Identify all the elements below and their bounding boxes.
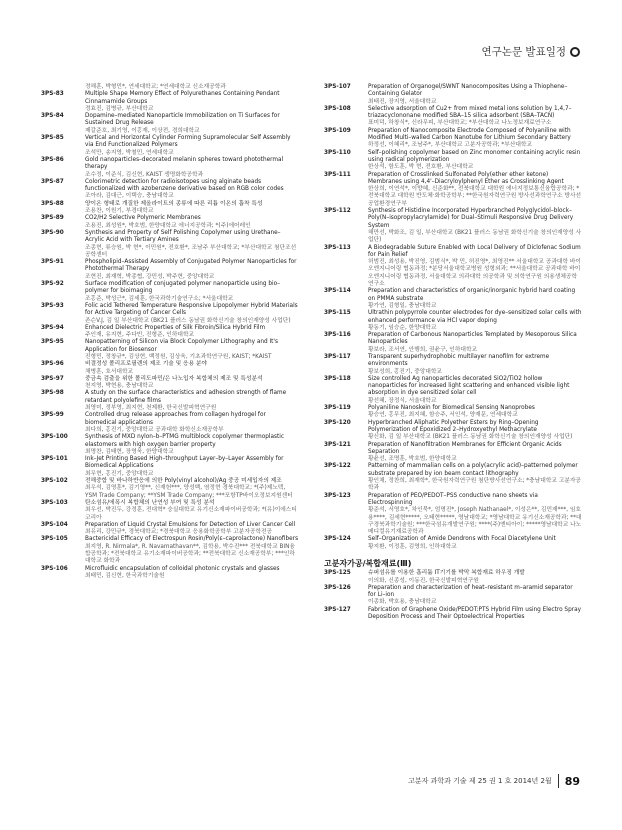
entry-body — [85, 325, 299, 340]
entry-number: 3PS-86 — [41, 156, 64, 163]
entry-body — [85, 259, 299, 281]
entry-title: Nanopatterning of Silicon via Block Copolymer Lithography and It's Application for Biosensor — [85, 339, 279, 353]
program-entry — [41, 376, 299, 391]
entry-authors: 황신화, 김 일 부산대학교 (BK21 플러스 동남권 화학신기술 창의인재양성 사업단) — [368, 434, 573, 441]
entry-authors: 최태민, 김신현, 한국과학기술원 — [85, 572, 165, 579]
entry-authors: 최다희, 홍진기, 중앙대학교 공과대학 화학신소재공학부 — [85, 426, 224, 433]
program-entry — [324, 208, 582, 244]
entry-body — [85, 566, 299, 581]
entry-body — [85, 201, 299, 216]
entry-number: 3PS-116 — [324, 332, 351, 339]
entry-authors: 천지영, 박현용, 충남대학교 — [85, 383, 154, 390]
entry-title: Preparation of Nanofiltration Membranes for Efficient Organic Acids Separation — [368, 441, 562, 455]
entry-number: 3PS-122 — [324, 463, 351, 470]
entry-title: Gold nanoparticles–decorated melanin spheres toward photothermal therapy — [85, 156, 284, 171]
entry-authors: 조아라, 김대근, 이택승, 충남대학교 — [85, 193, 174, 200]
program-entry — [324, 128, 582, 150]
entry-body — [85, 522, 299, 537]
entry-number: 3PS-118 — [324, 375, 351, 382]
entry-title: Self–polishing copolymer based on Zinc monomer containing acrylic resin using radical polymerization — [368, 149, 581, 163]
section-title: 고분자가공/복합재료(Ⅲ) — [324, 559, 412, 568]
entry-number: 3PS-102 — [41, 478, 68, 485]
entry-authors: 황가연, 김형일, 충남대학교 — [368, 302, 437, 309]
entry-number: 3PS-124 — [324, 536, 351, 543]
entry-body — [85, 179, 299, 201]
entry-body — [368, 442, 582, 464]
program-entry — [324, 463, 582, 492]
program-entry — [41, 91, 299, 113]
entry-authors: 한상석, 함도훈, 박 현, 전호환, 부산대학교 — [368, 164, 474, 171]
program-entry — [41, 522, 299, 537]
entry-number: 3PS-114 — [324, 288, 351, 295]
entry-number: 3PS-84 — [41, 113, 64, 120]
entry-number: 3PS-100 — [41, 434, 68, 441]
entry-title: Preparation of Carbonous Nanoparticles Templated by Mesoporous Silica Nanoparticles — [368, 332, 577, 346]
program-entry — [41, 201, 299, 216]
entry-title: Microfluidic encapsulation of colloidal photonic crystals and glasses — [85, 565, 280, 572]
entry-title: Bactericidal Efficacy of Electrospun Rosin/Poly(ε–caprolactone) Nanofibers — [85, 536, 299, 543]
entry-body — [85, 157, 299, 179]
entry-body — [85, 434, 299, 456]
entry-title: Fabrication of Graphene Oxide/PEDOT:PTS Hybrid Film using Electro Spray Deposition Process and Their Optoelectrical Properties — [368, 606, 582, 621]
entry-number: 3PS-121 — [324, 441, 351, 448]
entry-authors: 황승연, 홍무진, 최지혜, 함승주, 서인석, 양재문, 연세대학교 — [368, 412, 518, 419]
entry-body — [85, 412, 299, 434]
journal-info: 고분자 과학과 기술 제 25 권 1 호 2014년 2월 — [408, 777, 552, 785]
entry-authors: 최유리, 강민규*, 경북대학교; *경북대학교 응용화학공학부 고분자공학전공 — [85, 529, 273, 536]
entry-number: 3PS-98 — [41, 390, 64, 397]
entry-body — [368, 310, 582, 332]
entry-number: 3PS-125 — [324, 570, 351, 577]
entry-authors: 이의화, 신종성, 이동진, 한국신발피혁연구원 — [368, 577, 479, 584]
program-entry — [324, 245, 582, 289]
entry-body — [368, 607, 582, 622]
entry-number: 3PS-95 — [41, 339, 64, 346]
page-footer — [408, 774, 580, 788]
entry-body — [368, 405, 582, 420]
program-entry — [324, 84, 582, 106]
entry-authors: 황동기, 임승순, 한양대학교 — [368, 324, 437, 331]
entry-number: 3PS-110 — [324, 149, 351, 156]
entry-body — [85, 390, 299, 412]
entry-body — [368, 536, 582, 551]
program-entry — [324, 288, 582, 310]
entry-authors: 최우선, 박진두, 강정훈, 전대혁* 숭실대학교 유기신소재파이버공학과; *(유)이에스티코리아 — [85, 507, 297, 521]
entry-title: 양이온 형태로 개질한 제올라이트의 종류에 따른 리튬 이온의 흡착 특성 — [85, 200, 263, 207]
entry-number: 3PS-88 — [41, 200, 64, 207]
program-entry — [41, 412, 299, 434]
entry-number: 3PS-101 — [41, 456, 68, 463]
entry-number: 3PS-94 — [41, 324, 64, 331]
entry-body — [368, 172, 582, 208]
entry-body — [85, 303, 299, 325]
entry-body — [85, 84, 299, 91]
entry-title: Controlled drug release approaches from collagen hydrogel for biomedical applications — [85, 412, 266, 426]
entry-number: 3PS-123 — [324, 492, 351, 499]
entry-number: 3PS-90 — [41, 229, 64, 236]
entry-title: Transparent superhydrophobic multilayer nanofilm for extreme environments — [368, 353, 550, 368]
entry-authors: 조종현, 류승원, 박 현*, 이민원*, 전호환*, 조남주 부산대학교; *부산대학교 첨단조선공학센터 — [85, 244, 297, 258]
entry-title: 슈퍼섬유를 이용한 흡리튬 IT기기를 박막 복합재료 하우징 개발 — [368, 570, 525, 577]
entry-title: Colorimetric detection for radioisotopes using alginate beads functionalized with azobenzene derivative based on RGB color codes — [85, 178, 284, 193]
entry-number: 3PS-93 — [41, 302, 64, 309]
program-entry — [41, 215, 299, 230]
program-entry — [324, 607, 582, 622]
entry-authors: 허범진, 최성용, 박진영, 김범식*, 박 민, 허진영*, 최영진** 서울대학교 공과대학 바이오엔지니어링 협동과정; *분당서울대학교병원 성형외과; **서울대학교 공과대학 바이오엔지니어링 협동과정, 서울대학교 의과대학 의공학과 및 의학연구원 의용생체공학연구소 — [368, 259, 581, 288]
entry-body — [85, 113, 299, 135]
entry-body — [368, 106, 582, 128]
entry-number: 3PS-109 — [324, 127, 351, 134]
program-entry — [324, 585, 582, 607]
entry-authors: 조수정, 이준식, 김신현, KAIST 생명화학공학과 — [85, 171, 204, 178]
entry-number: 3PS-127 — [324, 606, 351, 613]
program-entry — [41, 259, 299, 281]
program-entry — [41, 566, 299, 581]
entry-body — [368, 128, 582, 150]
entry-number: 3PS-96 — [41, 361, 64, 368]
entry-title: 전해중합 및 바나하반응에 의한 Poly(vinyl alcohol)/Ag 중공 미세입자의 제조 — [85, 478, 282, 485]
entry-title: CO2/H2 Selective Polymeric Membranes — [85, 215, 201, 222]
entry-authors: 최지영, R. Nirmala*, R. Navamathavan**, 김학용, 박수진*** 전북대학교 BIN융합공학과; *전북대학교 유기소재파이버공학과; **전북대학교 신소재공학부; ***인하대학교 화학과 — [85, 543, 295, 565]
entry-authors: 주인재, 유지현, 주다빈, 진형준, 인하대학교 — [85, 332, 195, 339]
entry-body — [368, 208, 582, 244]
entry-authors: 정해훈, 박형민*, 연세대학교; *연세대학교 신소재공학과 — [85, 84, 226, 90]
entry-title: Preparation of PEO/PEDOT–PSS conductive nano sheets via Electrospinning — [368, 492, 538, 506]
entry-authors: 최태진, 장지영, 서울대학교 — [368, 98, 437, 105]
entry-number: 3PS-99 — [41, 412, 64, 419]
entry-number: 3PS-108 — [324, 105, 351, 112]
entry-title: Size controlled Ag nanoparticles decorated SiO2/TiO2 hollow nanoparticles for increased light scattering and enhanced visible light absorption in dye sensitized solar cell — [368, 375, 570, 397]
program-entry — [324, 442, 582, 464]
entry-body — [368, 570, 582, 585]
entry-authors: 제갈준호, 최기영, 이홍재, 이상전, 경희대학교 — [85, 127, 200, 134]
entry-authors: 조홍준, 박성근*, 김세훈, 한국과학기술연구소; *서울대학교 — [85, 295, 234, 302]
program-entry — [41, 339, 299, 361]
entry-body — [85, 500, 299, 522]
entry-body — [368, 420, 582, 442]
entry-title: A study on the surface characteristics and adhesion strength of flame retardant polyolefine films — [85, 390, 287, 404]
program-entry — [324, 172, 582, 208]
entry-body — [368, 354, 582, 376]
entry-number: 3PS-91 — [41, 259, 64, 266]
entry-body — [85, 339, 299, 361]
entry-title: Ultrathin polypyrrole counter electrodes for dye–sensitized solar cells with enhanced performance via HCl vapor doping — [368, 310, 582, 324]
entry-authors: 정효진, 김병규, 부산대학교 — [85, 105, 154, 112]
entry-number: 3PS-120 — [324, 419, 351, 426]
program-entry — [324, 405, 582, 420]
program-entry — [324, 536, 582, 551]
program-entry — [41, 390, 299, 412]
entry-authors: 조현진, 최재혁, 박종협, 강민성, 박주현, 중앙대학교 — [85, 273, 215, 280]
entry-authors: 진형민, 정창규*, 김상현, 백정원, 김상욱, 기초과학연구원, KAIST; *KAIST — [85, 353, 272, 360]
entry-body — [85, 456, 299, 478]
entry-authors: 해만선, 박화조, 김 일, 부산대학교 (BK21 플러스 동남권 화학신기술 창의인재양성 사업단) — [368, 229, 582, 244]
circle-icon — [570, 47, 580, 57]
page-number: 89 — [564, 774, 580, 788]
entry-number: 3PS-106 — [41, 565, 68, 572]
program-entry — [41, 456, 299, 478]
right-column — [324, 84, 582, 621]
program-entry — [41, 113, 299, 135]
entry-body — [368, 585, 582, 607]
entry-title: 중금속 검출을 위한 폴리도파민/은 나노입자 복합체의 제조 및 특성분석 — [85, 375, 263, 382]
entry-body — [85, 281, 299, 303]
entry-number: 3PS-105 — [41, 536, 68, 543]
entry-number: 3PS-126 — [324, 584, 351, 591]
entry-body — [85, 376, 299, 391]
entry-title: Synthesis of Histidine Incorporated Hyperbranched Polyglycidol–block–Poly(N–isopropylacrylamide) for Dual–Stimuli Responsive Drug Delivery System — [368, 208, 574, 229]
entry-body — [368, 84, 582, 106]
entry-authors: 황윤선, 조명훈, 박호범, 한양대학교 — [368, 456, 457, 463]
program-entry — [324, 310, 582, 332]
entry-authors: 이종화, 박호용, 충남대학교 — [368, 599, 437, 606]
program-entry — [41, 303, 299, 325]
entry-authors: 채병훈, 호서대학교 — [85, 368, 134, 375]
program-entry — [324, 420, 582, 442]
entry-authors: 황지환, 이정훈, 김영희, 인하대학교 — [368, 543, 457, 550]
entry-title: Vertical and Horizontal Cylinder Forming Supramolecular Self Assembly via End Functionalized Polymers — [85, 135, 291, 149]
entry-number: 3PS-115 — [324, 310, 351, 317]
entry-authors: 조용찬, 이원기, 부경대학교 — [85, 208, 154, 215]
entry-number: 3PS-107 — [324, 84, 351, 90]
entry-title: Hyperbranched Aliphatic Polyether Esters by Ring–Opening Polymerization of Epoxidized 2–Hydroxyethyl Methacrylate — [368, 419, 539, 433]
entry-number: 3PS-97 — [41, 375, 64, 382]
entry-body — [368, 493, 582, 537]
entry-title: A Biodegradable Suture Enabled with Local Delivery of Diclofenac Sodium for Pain Relief — [368, 244, 581, 258]
entry-number: 3PS-119 — [324, 405, 351, 412]
entry-title: Selective adsorption of Cu2+ from mixed metal ions solution by 1,4,7–triazacyclononane modified SBA–15 silica adsorbent (SBA–TACN) — [368, 105, 572, 120]
entry-body — [85, 91, 299, 113]
program-entry — [324, 354, 582, 376]
entry-title: Multiple Shape Memory Effect of Polyurethanes Containing Pendant Cinnamamide Groups — [85, 91, 280, 105]
program-entry — [41, 500, 299, 522]
program-entry — [324, 106, 582, 128]
program-entry — [41, 325, 299, 340]
program-entry — [41, 434, 299, 456]
entry-title: Preparation of Nanocomposite Electrode Composed of Polyaniline with Modified Multi–walled Carbon Nanotube for Lithium Secondary Battery — [368, 127, 571, 142]
entry-body — [85, 361, 299, 376]
entry-number: 3PS-112 — [324, 208, 351, 215]
entry-body — [85, 135, 299, 157]
entry-number: 3PS-87 — [41, 178, 64, 185]
entry-authors: 최영미, 정부영, 최지현, 천제환, 한국신발피혁연구원 — [85, 405, 217, 412]
entry-body — [368, 332, 582, 354]
entry-authors: 황인채, 정찬희, 최재학*, 한국원자력연구원 첨단방사선연구소; *충남대학교 고분자공학과 — [368, 478, 581, 492]
program-entry — [324, 493, 582, 537]
entry-title: Surface modification of conjugated polymer nanoparticle using bio–polymer for bioimaging — [85, 281, 280, 295]
program-entry — [41, 536, 299, 565]
entry-authors: 존슨V.J, 김 일 부산대학교 (BK21 플러스 동남권 화학신기술 창의인재양성 사업단) — [85, 317, 291, 324]
entry-title: Patterning of mammalian cells on a poly(acrylic acid)–patterned polymer substrate prepared by ion beam contact lithography — [368, 463, 578, 477]
program-entry — [324, 332, 582, 354]
entry-authors: 황보성희, 홍진기, 중앙대학교 — [368, 368, 442, 375]
program-entry — [41, 281, 299, 303]
entry-authors: 황선혜, 장정식, 서울대학교 — [368, 397, 437, 404]
entry-title: Folic acid Tethered Temperature Responsive Lipopolymer Hybrid Materials for Active Targeting of Cancer Cells — [85, 302, 298, 317]
entry-number: 3PS-111 — [324, 171, 351, 178]
program-entry — [41, 135, 299, 157]
entry-body — [368, 463, 582, 492]
entry-title: Synthesis and Property of Self Polishing Copolymer using Urethane–Acrylic Acid with Tertiary Amines — [85, 229, 281, 244]
entry-title: Enhanced Dielectric Properties of Silk Fibroin/Silica Hybrid Film — [85, 324, 266, 331]
entry-number: 3PS-104 — [41, 521, 68, 528]
entry-title: Ink–Jet Printing Based High–throughput Layer–by–Layer Assembly for Biomedical Applications — [85, 456, 284, 470]
entry-number: 3PS-92 — [41, 281, 64, 288]
entry-body — [85, 536, 299, 565]
entry-title: Self–Organization of Amide Dendrons with Focal Diacetylene Unit — [368, 536, 556, 543]
entry-number — [41, 84, 85, 91]
entry-authors: 황준석, 서영호*, 차인묵*, 엄명진*, Joseph Nathanael*, 이성은**, 김민재***, 임호용****, 김세현*****, 오태현*****, 영남대학교; *영남대학교 유기신소재공학과; **대구경북과학기술원; ***한국섬유개발연구원; ****(주)엔티아이; *****영남대학교 나노메디컬유기재료공학과 — [368, 507, 582, 536]
page-header — [482, 44, 580, 59]
entry-number: 3PS-117 — [324, 353, 351, 360]
entry-title: Preparation of Liquid Crystal Emulsions for Detection of Liver Cancer Cell — [85, 521, 296, 528]
footer-divider — [558, 774, 559, 788]
program-entry — [324, 376, 582, 405]
entry-authors: 한상희, 이연석*, 이향혜, 신준화**, 전북대학교 대학원 에너지정보통신융합공학과; *전북대학교 대학원 반도체·화학공학부; **한국원자력연구원 방사선과학연구소 방사선공업환경연구부 — [368, 186, 582, 207]
entry-number: 3PS-103 — [41, 499, 68, 506]
program-entry — [41, 478, 299, 500]
program-entry — [41, 179, 299, 201]
entry-number: 3PS-83 — [41, 91, 64, 98]
entry-title: 비결정성 폴리프로필렌의 제조 기술 및 응용 분야 — [85, 361, 208, 368]
entry-authors: 최명찬, 김태현, 장영욱, 한양대학교 — [85, 448, 174, 455]
left-column — [41, 84, 299, 580]
header-title: 연구논문 발표일정 — [481, 46, 566, 58]
entry-body — [85, 230, 299, 259]
entry-authors: 황보라, 조서연, 안행희, 권윤구, 인하대학교 — [368, 346, 478, 353]
entry-title: Preparation of Crosslinked Sulfonated Poly(ether ether ketone) Membranes using 4,4'–Diacryloylphenyl Ether as Crosslinking Agent — [368, 171, 564, 185]
entry-number: 3PS-113 — [324, 244, 351, 251]
entry-authors: 표미덕, 하창식*, 신라무피, 부산대학교; *부산대학교 나노정보재료연구소 — [368, 120, 552, 127]
entry-body — [368, 245, 582, 289]
entry-authors: 하정선, 이혜리*, 조남주*, 부산대학교 고분자공학과; *부산대학교 — [368, 142, 533, 149]
entry-title: Preparation and characterization of heat–resistant m–aramid separator for Li–ion — [368, 584, 573, 599]
entry-number: 3PS-85 — [41, 135, 64, 142]
entry-body — [368, 288, 582, 310]
entry-title: 탄소섬유/에폭시 복합체의 난연성 부여 및 특성 분석 — [85, 499, 215, 506]
entry-authors: 조석만, 송지영, 박철민, 연세대학교 — [85, 149, 174, 156]
entry-authors: 최무현, 홍진기, 중앙대학교 — [85, 470, 154, 477]
entry-body — [368, 376, 582, 405]
program-entry — [41, 84, 299, 91]
program-entry — [324, 150, 582, 172]
program-entry — [41, 361, 299, 376]
entry-title: Preparation and characteristics of organic/inorganic hybrid hard coating on PMMA substrate — [368, 288, 576, 302]
entry-authors: 최우석, 김영훈*, 김기영**, 신재헌***, 양성백, 염정현 경북대학교; *(주)제노텍, YSM Trade Company; **YSM Trade Company; ***포항TP바이오정보지원센터 — [85, 485, 293, 499]
entry-title: Phospholipid–Assisted Assembly of Conjugated Polymer Nanoparticles for Photothermal Therapy — [85, 259, 297, 273]
entry-title: Dopamine–mediated Nanoparticle Immobilization on Ti Surfaces for Sustained Drug Release — [85, 113, 280, 127]
entry-body — [85, 478, 299, 500]
entry-body — [368, 150, 582, 172]
entry-title: Preparation of Organogel/SWNT Nanocomposites Using a Thiophene–Containing Gelator — [368, 84, 568, 98]
program-entry — [324, 570, 582, 585]
entry-title: Polyaniline Nanoskein for Biomedical Sensing Nanoprobes — [368, 405, 535, 412]
entry-body — [85, 215, 299, 230]
entry-authors: 조용진, 최성원*, 박호범, 한양대학교 에너지공학과; *(주)에어레인 — [85, 222, 251, 229]
entry-number: 3PS-89 — [41, 215, 64, 222]
program-entry — [41, 157, 299, 179]
program-entry — [41, 230, 299, 259]
entry-title: Synthesis of MXD nylon–b–PTMG multiblock copolymer thermoplastic elastomers with high oxygen barrier property — [85, 434, 285, 448]
